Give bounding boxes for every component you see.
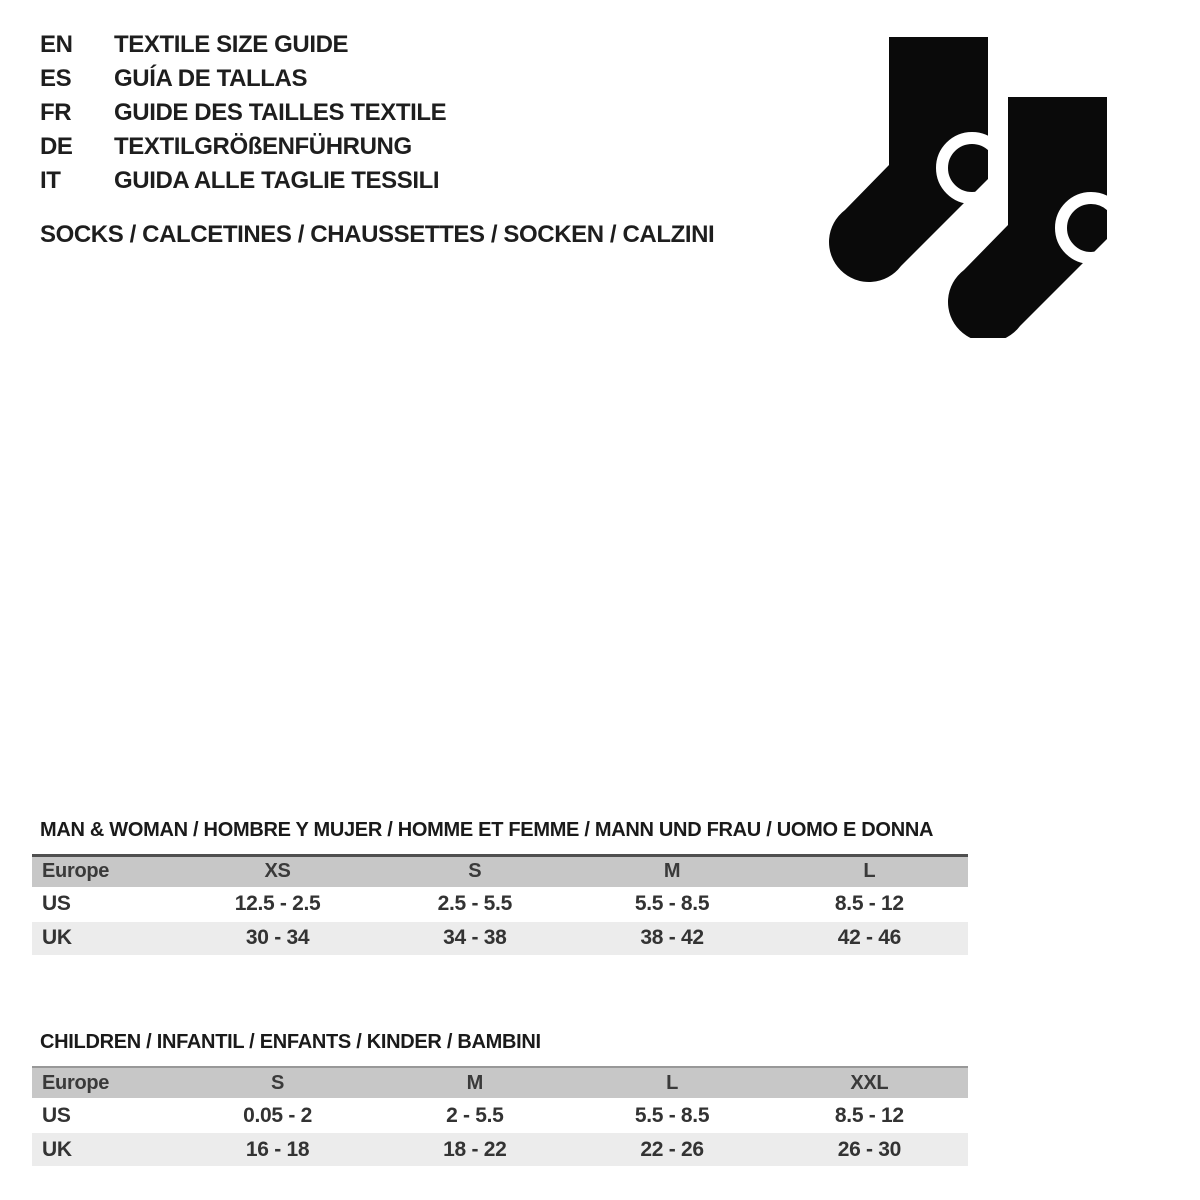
size-cell: 8.5 - 12 [834, 892, 904, 915]
size-section-man-woman [32, 818, 968, 955]
language-code: ES [40, 65, 72, 92]
column-header-m: M [466, 1071, 483, 1094]
language-title-list [40, 28, 446, 198]
size-cell: 18 - 22 [443, 1137, 507, 1161]
size-cell: 0.05 - 2 [243, 1103, 312, 1127]
table-row-us [32, 887, 968, 922]
size-cell: 8.5 - 12 [834, 1103, 904, 1127]
column-header-l: L [666, 1071, 679, 1094]
guide-title-es: GUÍA DE TALLAS [114, 65, 308, 92]
row-label: UK [42, 926, 72, 949]
guide-title-it: GUIDA ALLE TAGLIE TESSILI [114, 167, 440, 194]
size-cell: 38 - 42 [640, 926, 704, 949]
language-row-es [40, 62, 446, 96]
language-code: FR [40, 99, 72, 126]
table-header-row [32, 856, 968, 887]
size-table-children [32, 1066, 968, 1166]
size-cell: 16 - 18 [245, 1137, 310, 1161]
table-header-row [32, 1067, 968, 1098]
size-cell: 5.5 - 8.5 [634, 892, 710, 915]
row-label: US [42, 1103, 71, 1127]
language-code: EN [40, 31, 73, 58]
guide-title-de: TEXTILGRÖßENFÜHRUNG [114, 133, 412, 160]
size-section-children [32, 1030, 968, 1166]
sock-left [829, 37, 1002, 282]
table-row-us [32, 1098, 968, 1133]
row-label: US [42, 892, 71, 915]
size-cell: 2 - 5.5 [446, 1103, 504, 1127]
size-cell: 2.5 - 5.5 [437, 892, 512, 915]
column-header-europe: Europe [42, 1071, 110, 1094]
size-cell: 22 - 26 [640, 1137, 704, 1161]
column-header-s: S [468, 860, 482, 883]
product-category-line: SOCKS / CALCETINES / CHAUSSETTES / SOCKEN / CALZINI [40, 221, 715, 248]
language-code: IT [40, 167, 61, 194]
size-cell: 12.5 - 2.5 [234, 892, 321, 915]
table-row-uk [32, 1133, 968, 1166]
language-code: DE [40, 133, 73, 160]
language-row-en [40, 28, 446, 62]
column-header-s: S [271, 1071, 285, 1094]
size-cell: 34 - 38 [443, 926, 507, 949]
row-label: UK [42, 1137, 72, 1161]
column-header-xs: XS [264, 860, 291, 883]
column-header-xxl: XXL [850, 1071, 889, 1094]
table-row-uk [32, 922, 968, 955]
language-row-it [40, 164, 446, 198]
size-cell: 30 - 34 [245, 926, 310, 949]
column-header-m: M [663, 860, 681, 883]
language-row-fr [40, 96, 446, 130]
table-title-children: CHILDREN / INFANTIL / ENFANTS / KINDER / BAMBINI [40, 1031, 541, 1053]
guide-title-en: TEXTILE SIZE GUIDE [114, 31, 349, 58]
guide-title-fr: GUIDE DES TAILLES TEXTILE [114, 99, 447, 126]
column-header-europe: Europe [42, 860, 110, 883]
size-cell: 5.5 - 8.5 [634, 1103, 710, 1127]
language-row-de [40, 130, 446, 164]
size-cell: 42 - 46 [837, 926, 901, 949]
table-title-man-woman: MAN & WOMAN / HOMBRE Y MUJER / HOMME ET FEMME / MANN UND FRAU / UOMO E DONNA [40, 819, 934, 841]
size-cell: 26 - 30 [837, 1137, 901, 1161]
socks-icon [823, 37, 1107, 338]
size-table-man-woman [32, 854, 968, 955]
column-header-l: L [863, 860, 876, 883]
